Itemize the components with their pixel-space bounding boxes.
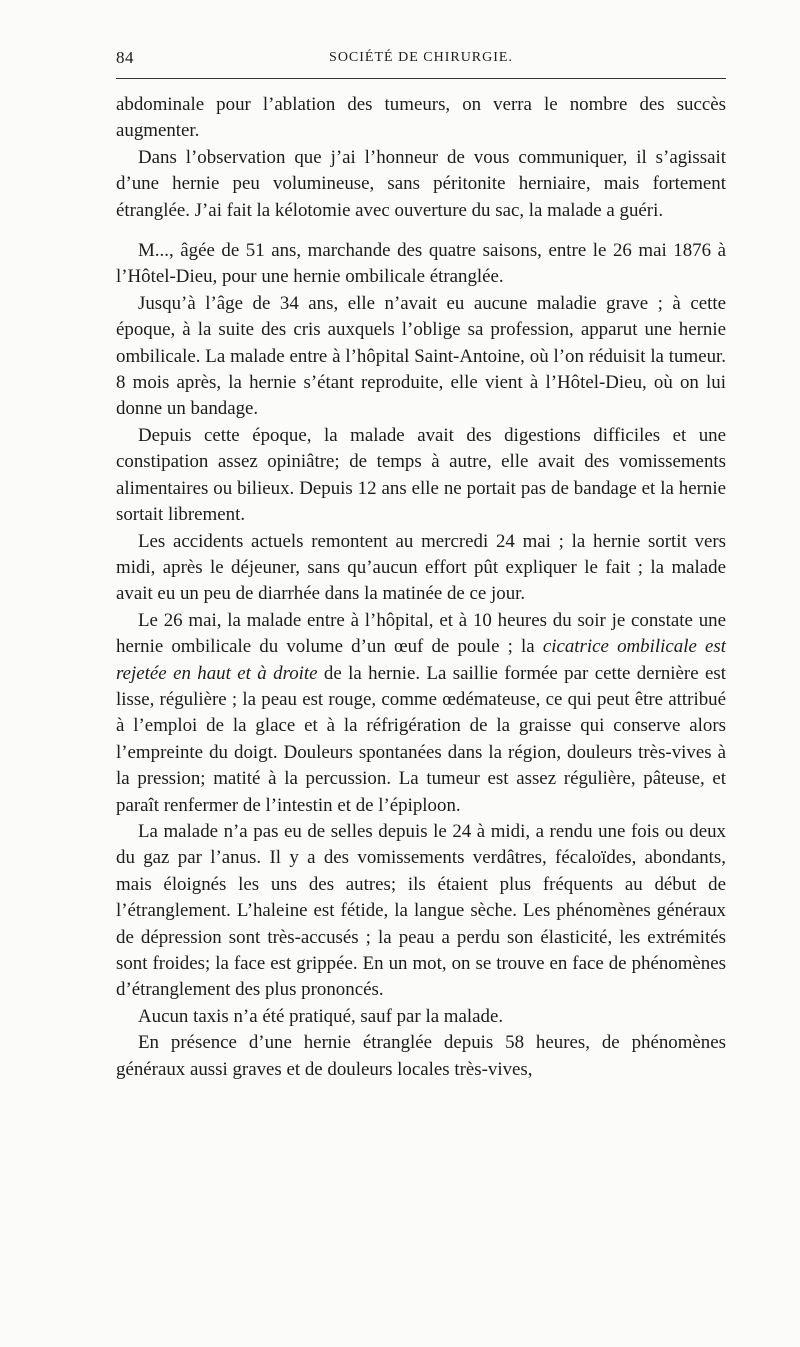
- paragraph: [116, 608, 726, 819]
- paragraph: Jusqu’à l’âge de 34 ans, elle n’avait eu aucune maladie grave ; à cette époque, à la suite des cris auxquels l’oblige sa profession, apparut une hernie ombilicale. La malade entre à l’hôpital Saint-Antoine, où l’on réduisit la tumeur. 8 mois après, la hernie s’étant reproduite, elle vient à l’Hôtel-Dieu, où on lui donne un bandage.: [116, 292, 726, 420]
- paragraph: M..., âgée de 51 ans, marchande des quatre saisons, entre le 26 mai 1876 à l’Hôtel-Dieu, pour une hernie ombilicale étranglée.: [116, 240, 726, 288]
- page-number: 84: [116, 48, 134, 67]
- paragraph: Depuis cette époque, la malade avait des digestions difficiles et une constipation assez opiniâtre; de temps à autre, elle avait des vomissements alimentaires ou bilieux. Depuis 12 ans elle ne portait pas de bandage et la hernie sortait librement.: [116, 424, 726, 526]
- paragraph: En présence d’une hernie étranglée depuis 58 heures, de phénomènes généraux aussi graves et de douleurs locales très-vives,: [116, 1032, 726, 1080]
- journal-title: SOCIÉTÉ DE CHIRURGIE.: [329, 50, 513, 65]
- paragraph: Dans l’observation que j’ai l’honneur de vous communiquer, il s’agissait d’une hernie peu volumineuse, sans péritonite herniaire, mais fortement étranglée. J’ai fait la kélotomie avec ouverture du sac, la malade a guéri.: [116, 146, 726, 221]
- header-rule: [116, 78, 726, 79]
- body-text: [116, 92, 726, 1083]
- book-page: [116, 48, 726, 1083]
- paragraph: Les accidents actuels remontent au mercredi 24 mai ; la hernie sortit vers midi, après le déjeuner, sans qu’aucun effort pût expliquer le fait ; la malade avait eu un peu de diarrhée dans la matinée de ce jour.: [116, 530, 726, 605]
- running-head: [116, 48, 726, 74]
- paragraph-text: Le 26 mai, la malade entre à l’hôpital, et à 10 heures du soir je constate une hernie ombilicale du volume d’un œuf de poule ; la: [116, 609, 726, 658]
- italic-phrase: cicatrice ombilicale est rejetée en haut et à droite: [116, 636, 726, 684]
- paragraph: abdominale pour l’ablation des tumeurs, on verra le nombre des succès augmenter.: [116, 94, 726, 142]
- paragraph: La malade n’a pas eu de selles depuis le 24 à midi, a rendu une fois ou deux du gaz par l’anus. Il y a des vomissements verdâtres, fécaloïdes, abondants, mais éloignés les uns des autres; ils étaient plus fréquents au début de l’étranglement. L’haleine est fétide, la langue sèche. Les phénomènes généraux de dépression sont très-accusés ; la peau a perdu son élasticité, les extrémités sont froides; la face est grippée. En un mot, on se trouve en face de phénomènes d’étranglement des plus prononcés.: [116, 820, 726, 1001]
- paragraph: Aucun taxis n’a été pratiqué, sauf par la malade.: [138, 1005, 504, 1027]
- paragraph-text: de la hernie. La saillie formée par cette dernière est lisse, régulière ; la peau est rouge, comme œdémateuse, ce qui peut être attribué à l’emploi de la glace et à la réfrigération de la graisse qui conserve alors l’empreinte du doigt. Douleurs spontanées dans la région, douleurs très-vives à la pression; matité à la percussion. La tumeur est assez régulière, pâteuse, et paraît renfermer de l’intestin et de l’épiploon.: [116, 662, 726, 816]
